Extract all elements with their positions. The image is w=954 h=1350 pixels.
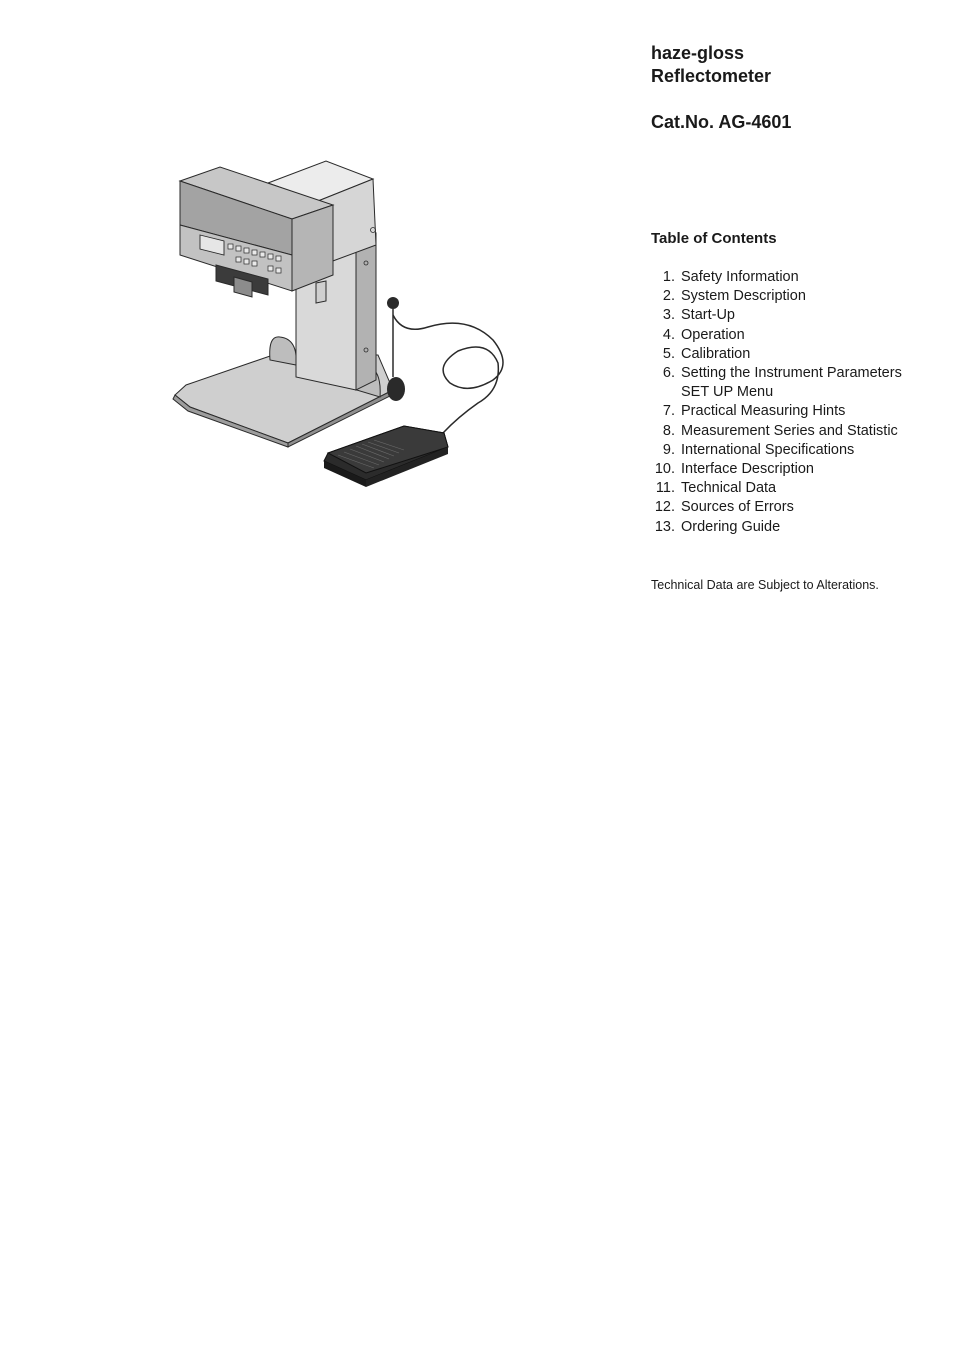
toc-entry-5 [651,345,941,364]
product-name-line2: Reflectometer [651,66,772,86]
toc-number: 8. [662,422,675,439]
toc-number: 10. [654,461,675,478]
toc-number: 7. [662,403,675,420]
toc-entry-11 [651,479,941,498]
toc-number: 5. [662,345,675,362]
catalog-number: Cat.No. AG-4601 [651,112,792,132]
foot-pedal [324,426,448,487]
toc-label: Ordering Guide [681,518,781,535]
pedal-cable [393,315,503,433]
toc-entry-13 [651,518,941,537]
toc-number: 11. [655,480,675,497]
toc-label: Setting the Instrument Parameters [681,365,902,382]
toc-entry-6 [651,364,941,402]
toc-label: Technical Data [681,480,777,497]
toc-entry-3 [651,306,941,325]
toc-entry-4 [651,326,941,345]
toc-entry-8 [651,422,941,441]
product-name-line1: haze-gloss [651,43,745,63]
cover-text-column [651,42,941,592]
toc-label: Start-Up [681,307,735,324]
toc-number: 6. [662,365,675,382]
toc-label: Operation [681,326,745,343]
toc-number: 13. [654,518,675,535]
toc-number: 1. [662,269,675,285]
toc-entry-10 [651,460,941,479]
toc-label: System Description [681,288,806,305]
toc-entry-9 [651,441,941,460]
toc-entry-1 [651,268,941,287]
toc-label: Sources of Errors [681,499,794,516]
toc-label: Calibration [681,345,751,362]
toc-sublabel: SET UP Menu [681,384,774,401]
toc-entry-12 [651,498,941,517]
toc-number: 9. [662,441,675,458]
toc-number: 2. [662,288,675,305]
toc-label: International Specifications [681,441,855,458]
toc-number: 4. [662,326,675,343]
toc-label: Practical Measuring Hints [681,403,846,420]
toc-list [651,268,941,537]
toc-label: Interface Description [681,461,814,478]
toc-label: Measurement Series and Statistic [681,422,898,439]
toc-label: Safety Information [681,269,799,285]
toc-entry-2 [651,287,941,306]
toc-entry-7 [651,402,941,421]
instrument-illustration [168,155,508,495]
release-button [387,297,405,401]
toc-number: 12. [654,499,675,516]
reflectometer-drawing [168,155,508,495]
alteration-notice: Technical Data are Subject to Alterations. [651,578,879,592]
toc-heading: Table of Contents [651,230,777,247]
toc-number: 3. [662,307,675,324]
